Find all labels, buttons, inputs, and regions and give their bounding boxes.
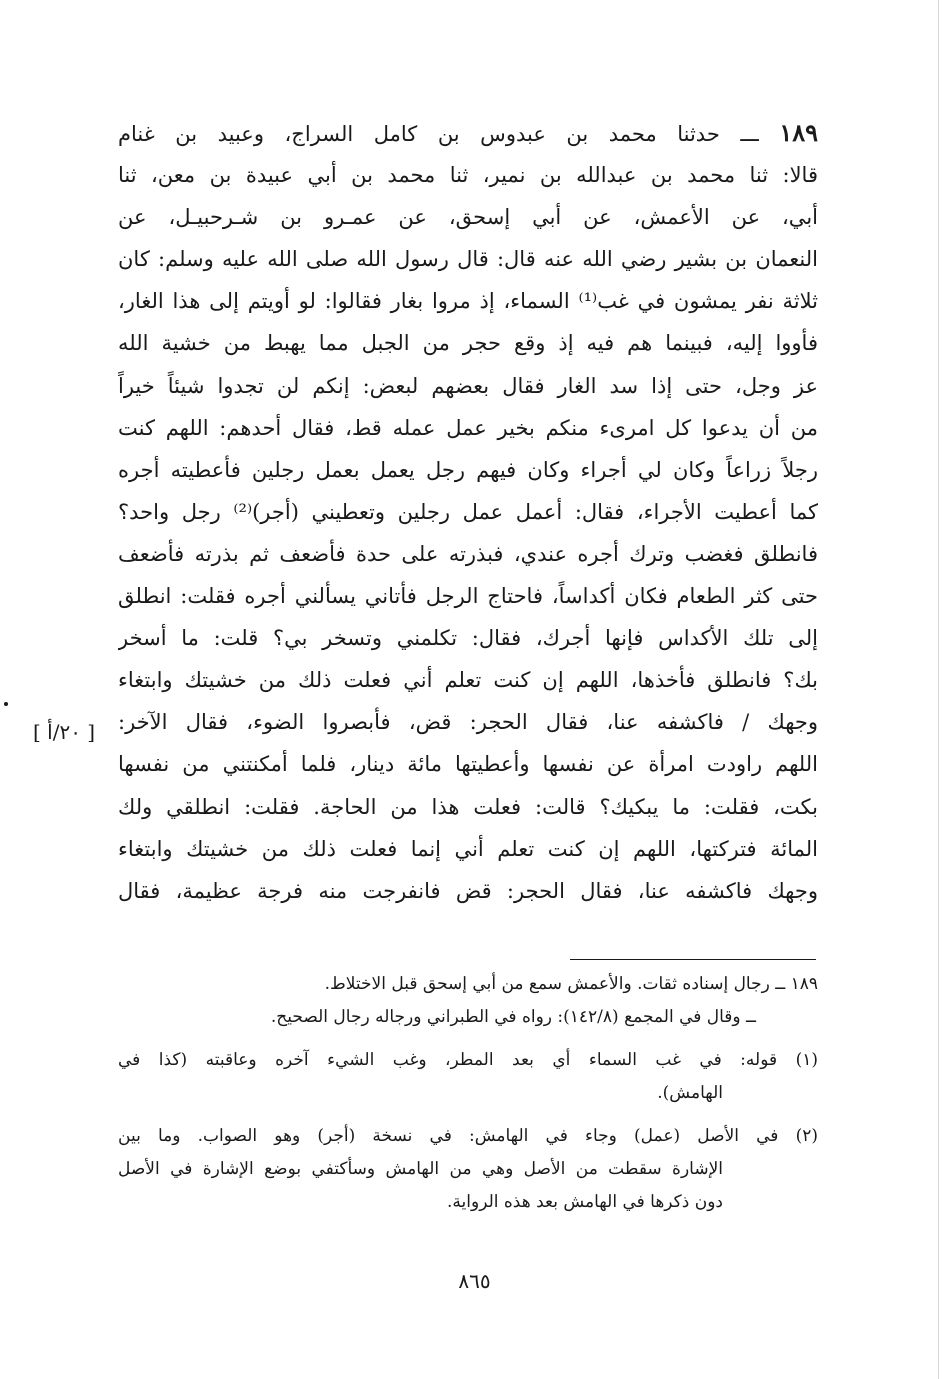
text-line-content: ـــ حدثنا محمد بن عبدوس بن كامل السراج، وعبيد بن غنام — [118, 122, 780, 146]
text-line: المائة فتركتها، اللهم إن كنت تعلم أني إنما فعلت ذلك من خشيتك وابتغاء — [118, 836, 818, 861]
footnote-separator — [570, 959, 816, 960]
footnote-2: الإشارة سقطت من الأصل وهي من الهامش وسأكتفي بوضع الإشارة في الأصل — [118, 1159, 723, 1179]
footnote-1: (١) قوله: في غب السماء أي بعد المطر، وغب الشيء آخره وعاقبته (كذا في — [118, 1050, 818, 1070]
text-line: وجهك فاكشفه عنا، فقال الحجر: قض فانفرجت منه فرجة عظيمة، فقال — [118, 878, 818, 903]
page-number: ٨٦٥ — [458, 1269, 491, 1293]
text-line: رجلاً زراعاً وكان لي أجراء وكان فيهم رجل يعمل بعمل رجلين فأعطيته أجره — [118, 457, 818, 482]
text-line: بكت، فقلت: ما يبكيك؟ قالت: فعلت هذا من الحاجة. فقلت: انطلقي ولك — [118, 794, 818, 819]
text-line — [118, 112, 818, 154]
text-line: ثلاثة نفر يمشون في غب⁽¹⁾ السماء، إذ مروا بغار فقالوا: لو أويتم إلى هذا الغار، — [118, 289, 818, 314]
page-edge-shadow — [938, 0, 939, 1379]
text-line: إلى تلك الأكداس فإنها أجرك، فقال: تكلمني وتسخر بي؟ قلت: ما أسخر — [118, 626, 818, 651]
takhrij-note: ١٨٩ ــ رجال إسناده ثقات. والأعمش سمع من أبي إسحق قبل الاختلاط. — [324, 974, 818, 994]
takhrij-note: ــ وقال في المجمع (١٤٢/٨): رواه في الطبراني ورجاله رجال الصحيح. — [270, 1007, 756, 1027]
text-line: عز وجل، حتى إذا سد الغار فقال بعضهم لبعض: إنكم لن تجدوا شيئاً خيراً — [118, 373, 818, 398]
footnote-spacer — [118, 1034, 818, 1044]
footnotes — [118, 968, 818, 1219]
text-line: من أن يدعوا كل امرىء منكم بخير عمل عمله قط، فقال أحدهم: اللهم كنت — [118, 415, 818, 440]
footnote-2: (٢) في الأصل (عمل) وجاء في الهامش: في نسخة (أجر) وهو الصواب. وما بين — [118, 1126, 818, 1146]
footnote-spacer — [118, 1110, 818, 1120]
text-line: قالا: ثنا محمد بن عبدالله بن نمير، ثنا محمد بن أبي عبيدة بن معن، ثنا — [118, 163, 818, 188]
manuscript-folio-reference: [ ٢٠/أ ] — [33, 720, 96, 744]
text-line: أبي، عن الأعمش، عن أبي إسحق، عن عمـرو بن شـرحبيـل، عن — [118, 205, 818, 230]
text-line: بك؟ فانطلق فأخذها، اللهم إن كنت تعلم أني فعلت ذلك من خشيتك وابتغاء — [118, 668, 818, 693]
text-line: اللهم راودت امرأة عن نفسها وأعطيتها مائة دينار، فلما أمكنتني من نفسها — [118, 752, 818, 777]
footnote-2: دون ذكرها في الهامش بعد هذه الرواية. — [447, 1192, 723, 1212]
text-line: وجهك / فاكشفه عنا، فقال الحجر: قض، فأبصروا الضوء، فقال الآخر: — [118, 710, 818, 735]
footnote-1: الهامش). — [657, 1083, 723, 1103]
text-line: كما أعطيت الأجراء، فقال: أعمل عمل رجلين وتعطيني (أجر)⁽²⁾ رجل واحد؟ — [118, 499, 818, 524]
text-line: فأووا إليه، فبينما هم فيه إذ وقع حجر من الجبل مما يهبط من خشية الله — [118, 331, 818, 356]
text-line: النعمان بن بشير رضي الله عنه قال: قال رسول الله صلى الله عليه وسلم: كان — [118, 247, 818, 272]
text-line: حتى كثر الطعام فكان أكداساً، فاحتاج الرجل فأتاني يسألني أجره فقلت: انطلق — [118, 584, 818, 609]
margin-dot — [4, 702, 8, 706]
text-line: فانطلق فغضب وترك أجره عندي، فبذرته على حدة فأضعف ثم بذرته فأضعف — [118, 541, 818, 566]
hadith-text — [118, 112, 818, 912]
hadith-number: ١٨٩ — [779, 118, 818, 147]
